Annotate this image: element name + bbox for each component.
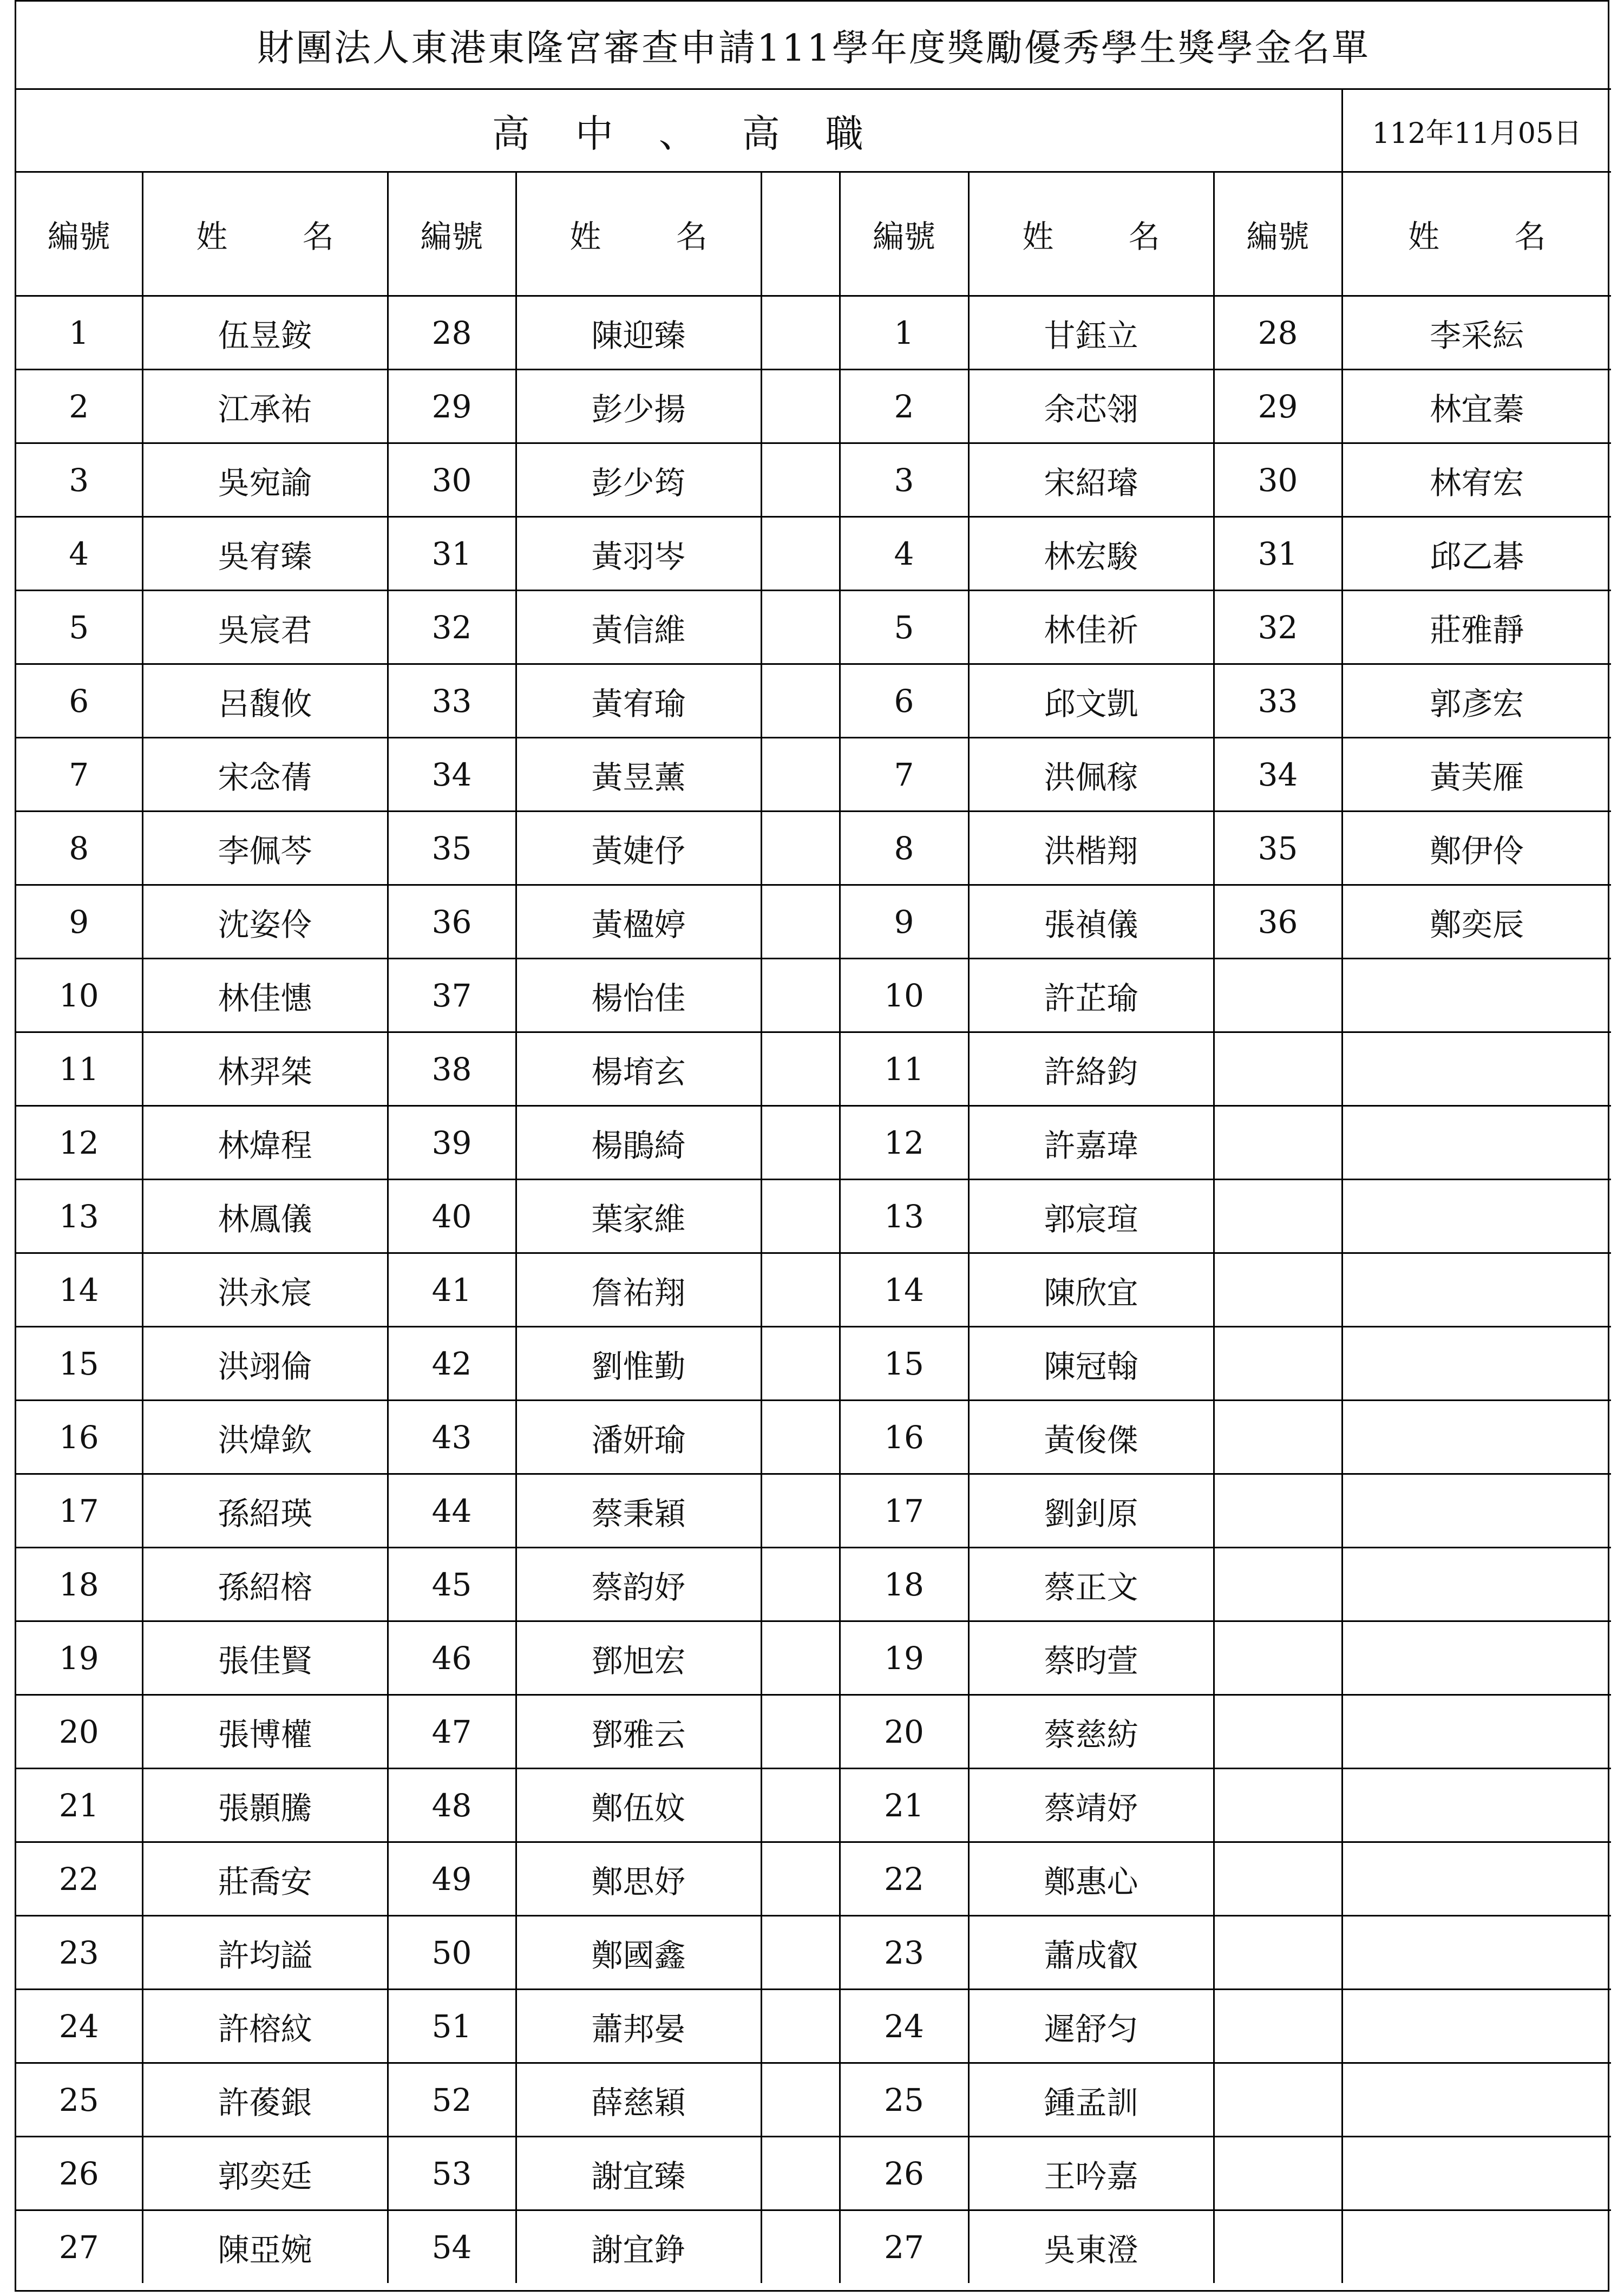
- entry-number: 10: [16, 959, 142, 1032]
- spacer-cell: [761, 1106, 840, 1180]
- table-row: [16, 1253, 1611, 1327]
- table-row: [16, 1695, 1611, 1769]
- entry-number: 30: [1214, 443, 1342, 517]
- entry-number: [1214, 1180, 1342, 1253]
- entry-number: 20: [840, 1695, 968, 1769]
- student-name: [1342, 2063, 1611, 2137]
- table-row: [16, 2137, 1611, 2210]
- spacer-cell: [761, 1253, 840, 1327]
- student-name: 黃羽岑: [516, 517, 761, 591]
- entry-number: 36: [1214, 885, 1342, 959]
- entry-number: 37: [388, 959, 516, 1032]
- student-name: 郭宸瑄: [968, 1180, 1214, 1253]
- spacer-cell: [761, 1327, 840, 1401]
- student-name: 洪永宸: [142, 1253, 388, 1327]
- entry-number: 21: [840, 1769, 968, 1842]
- student-name: [1342, 1695, 1611, 1769]
- table-row: [16, 812, 1611, 885]
- spacer-cell: [761, 1695, 840, 1769]
- spacer-cell: [761, 1401, 840, 1474]
- table-row: [16, 2063, 1611, 2137]
- spacer-cell: [761, 172, 840, 296]
- entry-number: 48: [388, 1769, 516, 1842]
- entry-number: 12: [16, 1106, 142, 1180]
- student-name: 林宜蓁: [1342, 370, 1611, 443]
- entry-number: 4: [840, 517, 968, 591]
- student-name: 洪煒欽: [142, 1401, 388, 1474]
- table-row: [16, 1990, 1611, 2063]
- entry-number: 40: [388, 1180, 516, 1253]
- entry-number: 25: [840, 2063, 968, 2137]
- spacer-cell: [761, 1474, 840, 1548]
- student-name: 陳欣宜: [968, 1253, 1214, 1327]
- entry-number: 3: [840, 443, 968, 517]
- student-name: [1342, 1327, 1611, 1401]
- spacer-cell: [761, 443, 840, 517]
- student-name: 許絡鈞: [968, 1032, 1214, 1106]
- entry-number: 26: [840, 2137, 968, 2210]
- entry-number: 17: [16, 1474, 142, 1548]
- entry-number: 29: [388, 370, 516, 443]
- student-name: 黃婕伃: [516, 812, 761, 885]
- entry-number: 47: [388, 1695, 516, 1769]
- entry-number: 6: [840, 664, 968, 738]
- header-number: 編號: [840, 172, 968, 296]
- entry-number: 18: [840, 1548, 968, 1621]
- spacer-cell: [761, 885, 840, 959]
- entry-number: [1214, 2137, 1342, 2210]
- entry-number: 11: [840, 1032, 968, 1106]
- table-row: [16, 959, 1611, 1032]
- student-name: [1342, 2137, 1611, 2210]
- entry-number: 14: [840, 1253, 968, 1327]
- entry-number: 22: [16, 1842, 142, 1916]
- student-name: 沈姿伶: [142, 885, 388, 959]
- student-name: 吳東澄: [968, 2210, 1214, 2284]
- entry-number: 14: [16, 1253, 142, 1327]
- student-name: 鄧雅云: [516, 1695, 761, 1769]
- entry-number: 2: [16, 370, 142, 443]
- spacer-cell: [761, 2063, 840, 2137]
- student-name: 鄭惠心: [968, 1842, 1214, 1916]
- student-name: 洪楷翔: [968, 812, 1214, 885]
- entry-number: [1214, 1695, 1342, 1769]
- entry-number: 23: [16, 1916, 142, 1990]
- table-row: [16, 370, 1611, 443]
- spacer-cell: [761, 2137, 840, 2210]
- student-name: 吳宥臻: [142, 517, 388, 591]
- entry-number: 7: [16, 738, 142, 812]
- entry-number: 45: [388, 1548, 516, 1621]
- spacer-cell: [761, 738, 840, 812]
- entry-number: 31: [388, 517, 516, 591]
- table-row: [16, 1548, 1611, 1621]
- entry-number: 42: [388, 1327, 516, 1401]
- entry-number: 11: [16, 1032, 142, 1106]
- student-name: 楊怡佳: [516, 959, 761, 1032]
- table-row: [16, 1032, 1611, 1106]
- student-name: [1342, 1180, 1611, 1253]
- student-name: 伍昱銨: [142, 296, 388, 370]
- spacer-cell: [761, 959, 840, 1032]
- entry-number: 39: [388, 1106, 516, 1180]
- student-name: 葉家維: [516, 1180, 761, 1253]
- student-name: 林羿桀: [142, 1032, 388, 1106]
- entry-number: 34: [388, 738, 516, 812]
- student-name: [1342, 1253, 1611, 1327]
- entry-number: 35: [1214, 812, 1342, 885]
- table-row: [16, 1916, 1611, 1990]
- entry-number: [1214, 959, 1342, 1032]
- entry-number: 53: [388, 2137, 516, 2210]
- student-name: 郭奕廷: [142, 2137, 388, 2210]
- entry-number: 27: [840, 2210, 968, 2284]
- table-row: [16, 517, 1611, 591]
- student-name: 劉釗原: [968, 1474, 1214, 1548]
- entry-number: 19: [16, 1621, 142, 1695]
- entry-number: 16: [16, 1401, 142, 1474]
- entry-number: [1214, 1106, 1342, 1180]
- student-name: 洪翊倫: [142, 1327, 388, 1401]
- student-name: [1342, 1106, 1611, 1180]
- student-name: 李采紜: [1342, 296, 1611, 370]
- spacer-cell: [761, 664, 840, 738]
- header-name: 姓 名: [968, 172, 1214, 296]
- student-name: [1342, 1032, 1611, 1106]
- section-title-char: 高: [742, 111, 782, 156]
- student-name: 張博權: [142, 1695, 388, 1769]
- student-name: 張佳賢: [142, 1621, 388, 1695]
- spacer-cell: [761, 296, 840, 370]
- table-row: [16, 885, 1611, 959]
- entry-number: 17: [840, 1474, 968, 1548]
- spacer-cell: [761, 370, 840, 443]
- entry-number: 10: [840, 959, 968, 1032]
- entry-number: 30: [388, 443, 516, 517]
- student-name: 莊雅靜: [1342, 591, 1611, 664]
- student-name: [1342, 959, 1611, 1032]
- student-name: 鄭伊伶: [1342, 812, 1611, 885]
- entry-number: 24: [16, 1990, 142, 2063]
- spacer-cell: [761, 812, 840, 885]
- student-name: 邱文凱: [968, 664, 1214, 738]
- entry-number: 1: [840, 296, 968, 370]
- table-row: [16, 1180, 1611, 1253]
- student-name: 陳冠翰: [968, 1327, 1214, 1401]
- student-name: 蕭邦晏: [516, 1990, 761, 2063]
- entry-number: 3: [16, 443, 142, 517]
- student-name: 張禎儀: [968, 885, 1214, 959]
- student-name: 蔡秉穎: [516, 1474, 761, 1548]
- student-name: [1342, 1548, 1611, 1621]
- table-row: [16, 1769, 1611, 1842]
- entry-number: 41: [388, 1253, 516, 1327]
- entry-number: 43: [388, 1401, 516, 1474]
- entry-number: 54: [388, 2210, 516, 2284]
- entry-number: 50: [388, 1916, 516, 1990]
- table-row: [16, 1621, 1611, 1695]
- table-row: [16, 1327, 1611, 1401]
- entry-number: 28: [1214, 296, 1342, 370]
- student-name: 莊喬安: [142, 1842, 388, 1916]
- entry-number: 35: [388, 812, 516, 885]
- student-name: 孫紹榕: [142, 1548, 388, 1621]
- student-name: 黃信維: [516, 591, 761, 664]
- entry-number: 20: [16, 1695, 142, 1769]
- student-name: 洪佩稼: [968, 738, 1214, 812]
- table-row: [16, 1474, 1611, 1548]
- section-title: [16, 89, 1342, 172]
- header-number: 編號: [1214, 172, 1342, 296]
- student-name: 宋紹璿: [968, 443, 1214, 517]
- entry-number: 2: [840, 370, 968, 443]
- entry-number: [1214, 2063, 1342, 2137]
- student-name: [1342, 1474, 1611, 1548]
- header-number: 編號: [388, 172, 516, 296]
- header-row: [16, 172, 1611, 296]
- entry-number: 31: [1214, 517, 1342, 591]
- entry-number: 21: [16, 1769, 142, 1842]
- spacer-cell: [761, 1916, 840, 1990]
- student-name: 鄭伍妏: [516, 1769, 761, 1842]
- entry-number: 25: [16, 2063, 142, 2137]
- student-name: 黃楹婷: [516, 885, 761, 959]
- entry-number: 22: [840, 1842, 968, 1916]
- document-title: 財團法人東港東隆宮審查申請111學年度獎勵優秀學生獎學金名單: [16, 2, 1611, 89]
- entry-number: 18: [16, 1548, 142, 1621]
- student-name: [1342, 1621, 1611, 1695]
- student-name: 蔡昀萱: [968, 1621, 1214, 1695]
- entry-number: 46: [388, 1621, 516, 1695]
- section-title-char: 中: [575, 111, 615, 156]
- entry-number: 9: [16, 885, 142, 959]
- entry-number: 27: [16, 2210, 142, 2284]
- spacer-cell: [761, 2210, 840, 2284]
- student-name: 甘鈺立: [968, 296, 1214, 370]
- entry-number: [1214, 1990, 1342, 2063]
- spacer-cell: [761, 1032, 840, 1106]
- student-name: 孫紹瑛: [142, 1474, 388, 1548]
- entry-number: 32: [388, 591, 516, 664]
- student-name: 楊堉玄: [516, 1032, 761, 1106]
- entry-number: 32: [1214, 591, 1342, 664]
- student-name: 江承祐: [142, 370, 388, 443]
- student-name: 張顥騰: [142, 1769, 388, 1842]
- student-name: 蕭成叡: [968, 1916, 1214, 1990]
- entry-number: [1214, 1769, 1342, 1842]
- student-name: 謝宜錚: [516, 2210, 761, 2284]
- student-name: 林宥宏: [1342, 443, 1611, 517]
- student-name: 黃芙雁: [1342, 738, 1611, 812]
- entry-number: 4: [16, 517, 142, 591]
- entry-number: 16: [840, 1401, 968, 1474]
- student-name: 鍾孟訓: [968, 2063, 1214, 2137]
- student-name: 許均謚: [142, 1916, 388, 1990]
- entry-number: [1214, 1327, 1342, 1401]
- entry-number: 6: [16, 664, 142, 738]
- spacer-cell: [761, 591, 840, 664]
- student-name: 彭少揚: [516, 370, 761, 443]
- student-name: 潘妍瑜: [516, 1401, 761, 1474]
- entry-number: 29: [1214, 370, 1342, 443]
- entry-number: 44: [388, 1474, 516, 1548]
- student-name: 蔡慈紡: [968, 1695, 1214, 1769]
- entry-number: 8: [840, 812, 968, 885]
- student-name: 郭彥宏: [1342, 664, 1611, 738]
- entry-number: [1214, 2210, 1342, 2284]
- spacer-cell: [761, 1842, 840, 1916]
- student-name: 鄭思妤: [516, 1842, 761, 1916]
- entry-number: 24: [840, 1990, 968, 2063]
- entry-number: 28: [388, 296, 516, 370]
- entry-number: 13: [840, 1180, 968, 1253]
- entry-number: 15: [16, 1327, 142, 1401]
- spacer-cell: [761, 1180, 840, 1253]
- spacer-cell: [761, 1769, 840, 1842]
- entry-number: 26: [16, 2137, 142, 2210]
- table-row: [16, 591, 1611, 664]
- entry-number: 51: [388, 1990, 516, 2063]
- student-name: [1342, 1401, 1611, 1474]
- entry-number: [1214, 1916, 1342, 1990]
- student-name: 邱乙碁: [1342, 517, 1611, 591]
- entry-number: 1: [16, 296, 142, 370]
- entry-number: 8: [16, 812, 142, 885]
- table-row: [16, 1842, 1611, 1916]
- student-name: 許嘉瑋: [968, 1106, 1214, 1180]
- document-page: [15, 0, 1609, 2292]
- student-name: 林煒程: [142, 1106, 388, 1180]
- student-name: 楊鵑綺: [516, 1106, 761, 1180]
- table-row: [16, 738, 1611, 812]
- table-row: [16, 1106, 1611, 1180]
- student-name: [1342, 1916, 1611, 1990]
- entry-number: 33: [388, 664, 516, 738]
- entry-number: 13: [16, 1180, 142, 1253]
- student-name: 陳迎臻: [516, 296, 761, 370]
- student-name: 蔡韵妤: [516, 1548, 761, 1621]
- entry-number: 7: [840, 738, 968, 812]
- entry-number: [1214, 1842, 1342, 1916]
- entry-number: [1214, 1548, 1342, 1621]
- table-row: [16, 664, 1611, 738]
- student-name: 蔡靖妤: [968, 1769, 1214, 1842]
- student-name: 遲舒匀: [968, 1990, 1214, 2063]
- student-name: 鄧旭宏: [516, 1621, 761, 1695]
- entry-number: [1214, 1253, 1342, 1327]
- student-name: 黃宥瑜: [516, 664, 761, 738]
- student-name: 許芷瑜: [968, 959, 1214, 1032]
- entry-number: 34: [1214, 738, 1342, 812]
- header-name: 姓 名: [1342, 172, 1611, 296]
- student-name: 蔡正文: [968, 1548, 1214, 1621]
- student-name: 詹祐翔: [516, 1253, 761, 1327]
- student-name: 呂馥攸: [142, 664, 388, 738]
- spacer-cell: [761, 1621, 840, 1695]
- student-name: 謝宜臻: [516, 2137, 761, 2210]
- student-name: 陳亞婉: [142, 2210, 388, 2284]
- entry-number: 5: [16, 591, 142, 664]
- student-name: 鄭奕辰: [1342, 885, 1611, 959]
- entry-number: [1214, 1032, 1342, 1106]
- student-name: [1342, 1842, 1611, 1916]
- document-date: 112年11月05日: [1342, 89, 1611, 172]
- student-name: [1342, 1769, 1611, 1842]
- spacer-cell: [761, 517, 840, 591]
- student-name: 吳宸君: [142, 591, 388, 664]
- student-name: 林鳳儀: [142, 1180, 388, 1253]
- entry-number: 38: [388, 1032, 516, 1106]
- student-name: 劉惟勤: [516, 1327, 761, 1401]
- entry-number: 15: [840, 1327, 968, 1401]
- entry-number: [1214, 1621, 1342, 1695]
- entry-number: 36: [388, 885, 516, 959]
- student-name: [1342, 2210, 1611, 2284]
- student-name: 彭少筠: [516, 443, 761, 517]
- student-name: [1342, 1990, 1611, 2063]
- entry-number: 9: [840, 885, 968, 959]
- student-name: 林宏駿: [968, 517, 1214, 591]
- student-name: 鄭國鑫: [516, 1916, 761, 1990]
- entry-number: 12: [840, 1106, 968, 1180]
- entry-number: 33: [1214, 664, 1342, 738]
- header-name: 姓 名: [516, 172, 761, 296]
- header-name: 姓 名: [142, 172, 388, 296]
- spacer-cell: [761, 1990, 840, 2063]
- entry-number: [1214, 1401, 1342, 1474]
- student-name: 余芯翎: [968, 370, 1214, 443]
- entry-number: [1214, 1474, 1342, 1548]
- table-row: [16, 296, 1611, 370]
- student-name: 許榕紋: [142, 1990, 388, 2063]
- scholarship-table: [16, 2, 1611, 2283]
- table-row: [16, 443, 1611, 517]
- student-name: 李佩芩: [142, 812, 388, 885]
- student-name: 黃昱薰: [516, 738, 761, 812]
- student-name: 林佳祈: [968, 591, 1214, 664]
- spacer-cell: [761, 1548, 840, 1621]
- table-row: [16, 2210, 1611, 2284]
- student-name: 薛慈穎: [516, 2063, 761, 2137]
- student-name: 黃俊傑: [968, 1401, 1214, 1474]
- table-row: [16, 1401, 1611, 1474]
- student-name: 林佳憓: [142, 959, 388, 1032]
- student-name: 吳宛諭: [142, 443, 388, 517]
- section-title-char: 高: [492, 111, 532, 156]
- header-number: 編號: [16, 172, 142, 296]
- entry-number: 19: [840, 1621, 968, 1695]
- entry-number: 5: [840, 591, 968, 664]
- entry-number: 23: [840, 1916, 968, 1990]
- section-title-char: 、: [658, 111, 699, 156]
- student-name: 宋念蒨: [142, 738, 388, 812]
- student-name: 許葰銀: [142, 2063, 388, 2137]
- entry-number: 52: [388, 2063, 516, 2137]
- entry-number: 49: [388, 1842, 516, 1916]
- section-title-char: 職: [825, 111, 866, 156]
- student-name: 王吟嘉: [968, 2137, 1214, 2210]
